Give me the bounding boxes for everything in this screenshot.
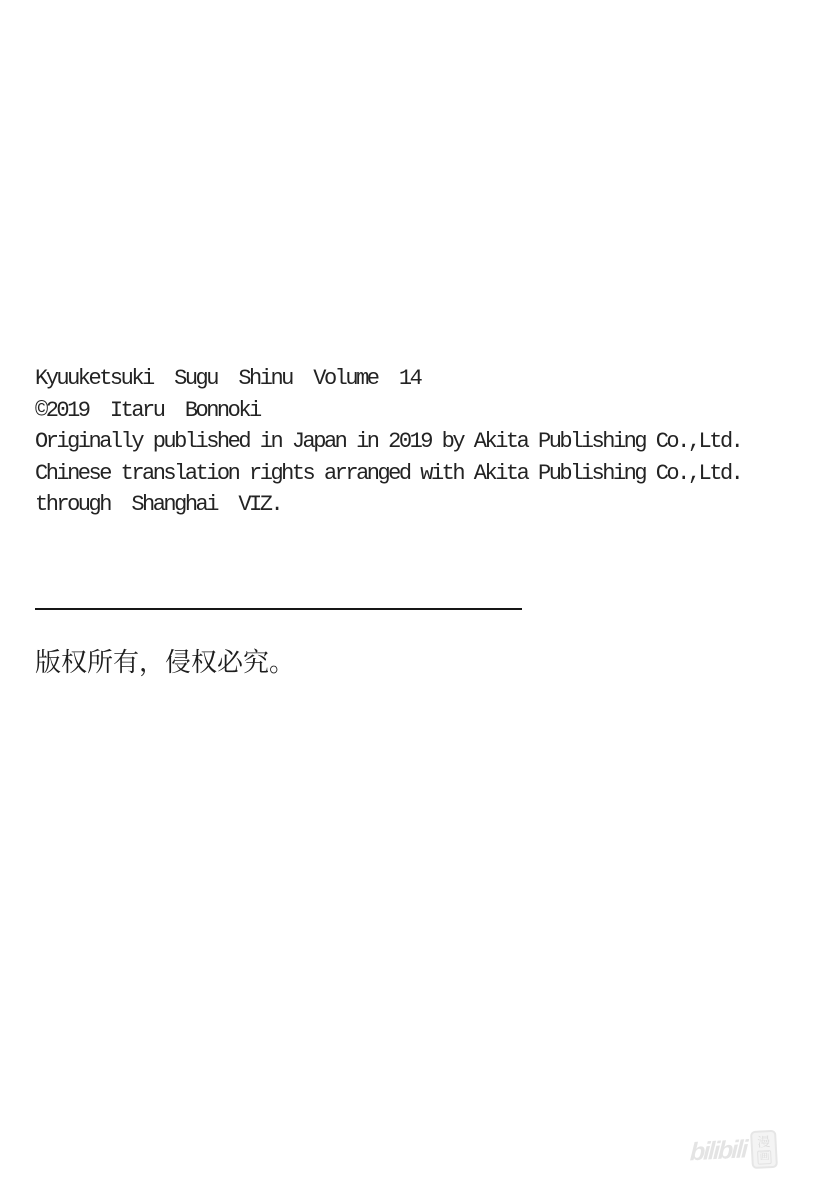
bilibili-watermark	[689, 1129, 778, 1173]
copyright-line-author: ©2019 Itaru Bonnoki	[35, 397, 260, 423]
bilibili-manga-seal-icon	[750, 1130, 778, 1169]
bilibili-wordmark: bilibili	[689, 1135, 747, 1167]
divider-line	[35, 608, 522, 610]
copyright-line-translation-rights: Chinese translation rights arranged with Akita Publishing Co.,Ltd.	[35, 460, 742, 486]
copyright-line-agent: through Shanghai VIZ.	[35, 492, 282, 518]
copyright-block	[35, 363, 741, 521]
copyright-line-publisher: Originally published in Japan in 2019 by Akita Publishing Co.,Ltd.	[35, 429, 742, 455]
seal-char-top: 漫	[756, 1133, 771, 1150]
chinese-rights-notice: 版权所有，侵权必究。	[35, 648, 296, 677]
copyright-line-title: Kyuuketsuki Sugu Shinu Volume 14	[35, 366, 421, 391]
seal-char-bottom: 画	[757, 1150, 772, 1165]
